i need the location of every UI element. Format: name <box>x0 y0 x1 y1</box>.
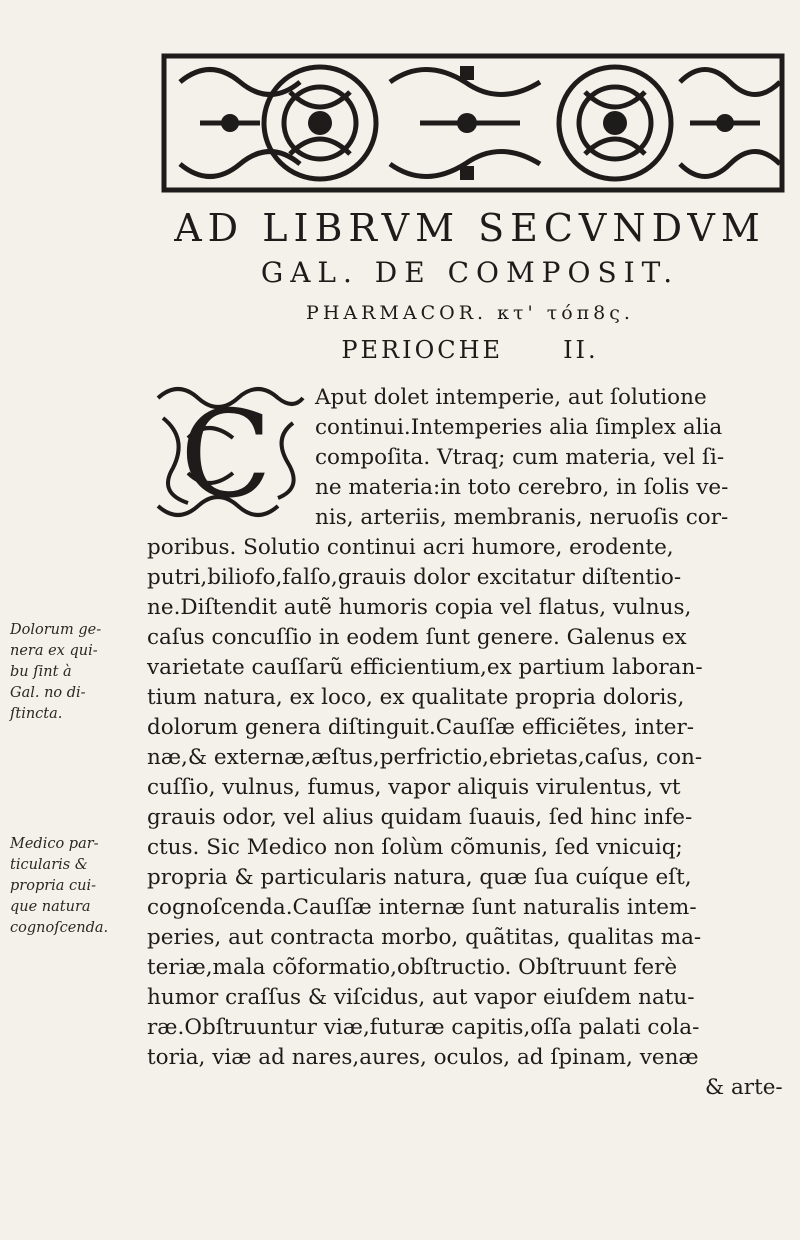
margin-note-line: Medico par- <box>10 836 99 852</box>
decorated-initial-icon <box>148 378 308 526</box>
body-line: nis, arteriis, membranis, neruoſis cor- <box>315 505 729 530</box>
body-line-catchword: & arte- <box>705 1075 783 1100</box>
body-line: ne materia:in toto cerebro, in ſolis ve- <box>315 475 729 500</box>
chapter-subtitle-greek: PHARMACOR. κτ' τόπ8ς. <box>306 302 634 324</box>
body-line: continui.Intemperies alia ſimplex alia <box>315 415 723 440</box>
ornamental-headpiece-icon <box>160 52 786 194</box>
margin-note-dolorum <box>10 620 145 725</box>
body-line: ctus. Sic Medico non ſolùm cõmunis, ſed vnicuiq; <box>147 835 683 860</box>
body-line: tium natura, ex loco, ex qualitate propria doloris, <box>147 685 685 710</box>
margin-note-line: ſtincta. <box>10 706 63 722</box>
margin-note-line: Dolorum ge- <box>10 622 102 638</box>
body-line: Aput dolet intemperie, aut ſolutione <box>315 385 707 410</box>
margin-note-line: bu ſint à <box>10 664 72 680</box>
section-heading-word: PERIOCHE <box>341 336 504 364</box>
initial-letter: C <box>180 386 272 525</box>
body-line: putri,biliofo,falſo,grauis dolor excitatur diſtentio- <box>147 565 682 590</box>
body-line: ræ.Obſtruuntur viæ,futuræ capitis,oſſa palati cola- <box>147 1015 700 1040</box>
section-heading-number: II. <box>563 336 599 364</box>
body-line: poribus. Solutio continui acri humore, erodente, <box>147 535 674 560</box>
body-line: teriæ,mala cõformatio,obſtructio. Obſtruunt ferè <box>147 955 678 980</box>
body-line: toria, viæ ad nares,aures, oculos, ad ſpinam, venæ <box>147 1045 699 1070</box>
margin-note-line: ticularis & <box>10 857 88 873</box>
margin-note-medico <box>10 834 145 939</box>
body-line: næ,& externæ,æſtus,perfrictio,ebrietas,caſus, con- <box>147 745 703 770</box>
section-heading <box>140 336 800 364</box>
body-line: humor craſſus & viſcidus, aut vapor eiuſdem natu- <box>147 985 695 1010</box>
body-line: varietate cauſſarũ efficientium,ex partium laboran- <box>147 655 703 680</box>
body-line: cuſſio, vulnus, fumus, vapor aliquis virulentus, vt <box>147 775 681 800</box>
body-line: ne.Diſtendit autẽ humoris copia vel flatus, vulnus, <box>147 595 692 620</box>
chapter-title: AD LIBRVM SECVNDVM <box>174 206 766 250</box>
margin-note-line: que natura <box>10 899 91 915</box>
margin-note-line: nera ex qui- <box>10 643 98 659</box>
body-line: compoſita. Vtraq; cum materia, vel ſi- <box>315 445 725 470</box>
chapter-subtitle: GAL. DE COMPOSIT. <box>260 256 680 289</box>
margin-note-line: cognoſcenda. <box>10 920 109 936</box>
body-line: cognoſcenda.Cauſſæ internæ ſunt naturalis intem- <box>147 895 697 920</box>
body-line: grauis odor, vel alius quidam ſuauis, ſed hinc infe- <box>147 805 693 830</box>
body-line: dolorum genera diſtinguit.Cauſſæ efficiẽtes, inter- <box>147 715 695 740</box>
body-line: peries, aut contracta morbo, quãtitas, qualitas ma- <box>147 925 702 950</box>
margin-note-line: propria cui- <box>10 878 97 894</box>
body-line: propria & particularis natura, quæ ſua cuíque eſt, <box>147 865 692 890</box>
margin-note-line: Gal. no di- <box>10 685 86 701</box>
body-line: caſus concuſſio in eodem ſunt genere. Galenus ex <box>147 625 687 650</box>
